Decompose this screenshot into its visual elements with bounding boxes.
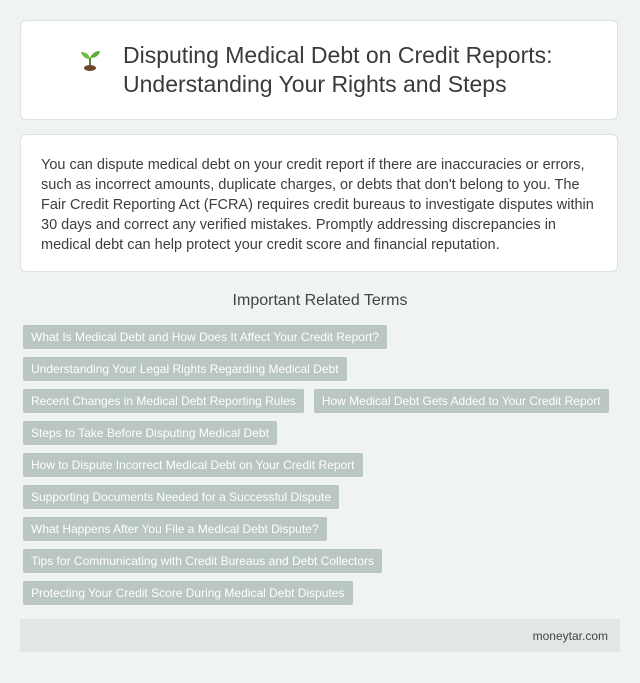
term-row (23, 421, 623, 445)
term-chip[interactable]: Understanding Your Legal Rights Regarding Medical Debt (23, 357, 347, 381)
term-row (23, 517, 623, 541)
term-row (23, 549, 623, 573)
term-chip[interactable]: What Is Medical Debt and How Does It Affect Your Credit Report? (23, 325, 387, 349)
page-title: Disputing Medical Debt on Credit Reports: Understanding Your Rights and Steps (123, 42, 553, 97)
footer (20, 619, 620, 652)
term-row (23, 453, 623, 477)
term-row (23, 485, 623, 509)
term-chip[interactable]: Recent Changes in Medical Debt Reporting Rules (23, 389, 304, 413)
term-row (23, 325, 623, 349)
term-chip[interactable]: Supporting Documents Needed for a Successful Dispute (23, 485, 339, 509)
term-row (23, 357, 623, 381)
intro-card (20, 134, 618, 272)
term-chip[interactable]: How to Dispute Incorrect Medical Debt on Your Credit Report (23, 453, 363, 477)
term-row (23, 581, 623, 605)
term-chip[interactable]: How Medical Debt Gets Added to Your Credit Report (314, 389, 609, 413)
related-terms-list (23, 325, 623, 613)
term-chip[interactable]: What Happens After You File a Medical Debt Dispute? (23, 517, 327, 541)
sprout-icon (77, 46, 103, 72)
term-chip[interactable]: Tips for Communicating with Credit Bureaus and Debt Collectors (23, 549, 382, 573)
term-chip[interactable]: Protecting Your Credit Score During Medical Debt Disputes (23, 581, 353, 605)
header-card (20, 20, 618, 120)
term-row (23, 389, 623, 413)
related-terms-heading: Important Related Terms (232, 292, 408, 309)
intro-paragraph: You can dispute medical debt on your credit report if there are inaccuracies or errors, such as incorrect amounts, duplicate charges, or debts that don't belong to you. The Fair Credit Reporting Act (FCRA) requires credit bureaus to investigate disputes within 30 days and correct any verified mistakes. Promptly addressing discrepancies in medical debt can help protect your credit score and financial reputation. (41, 157, 594, 253)
term-chip[interactable]: Steps to Take Before Disputing Medical Debt (23, 421, 277, 445)
footer-brand-link[interactable]: moneytar.com (532, 628, 608, 643)
